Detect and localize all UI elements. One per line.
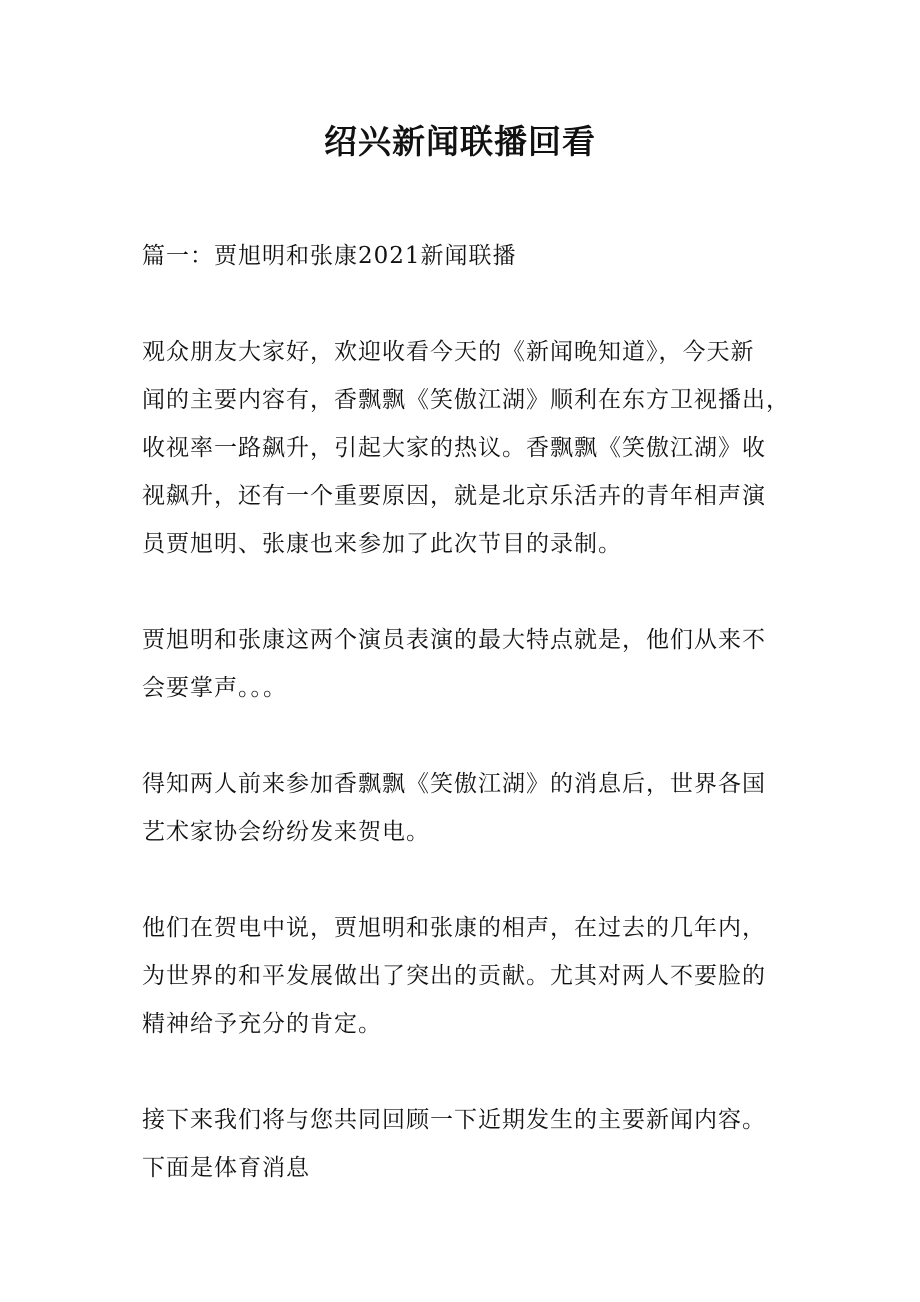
- paragraph-1: [142, 328, 802, 568]
- paragraph-line: 观众朋友大家好，欢迎收看今天的《新闻晚知道》，今天新: [142, 339, 755, 365]
- paragraph-line: 会要掌声。。。: [142, 675, 287, 701]
- paragraph-3: [142, 760, 802, 856]
- paragraph-line: 得知两人前来参加香飘飘《笑傲江湖》的消息后，世界各国: [142, 771, 766, 797]
- paragraph-line: 员贾旭明、张康也来参加了此次节目的录制。: [142, 531, 622, 557]
- paragraph-2: [142, 616, 802, 712]
- paragraph-line: 为世界的和平发展做出了突出的贡献。尤其对两人不要脸的: [142, 963, 766, 989]
- document-title: 绍兴新闻联播回看: [324, 122, 596, 161]
- paragraph-line: 视飙升，还有一个重要原因，就是北京乐活卉的青年相声演: [142, 483, 766, 509]
- paragraph-line: 接下来我们将与您共同回顾一下近期发生的主要新闻内容。: [142, 1107, 766, 1133]
- paragraph-line: 收视率一路飙升，引起大家的热议。香飘飘《笑傲江湖》收: [142, 435, 766, 461]
- paragraph-line: 精神给予充分的肯定。: [142, 1011, 382, 1037]
- paragraph-line: 他们在贺电中说，贾旭明和张康的相声，在过去的几年内，: [142, 915, 766, 941]
- paragraph-line: 下面是体育消息: [142, 1155, 310, 1181]
- paragraph-line: 贾旭明和张康这两个演员表演的最大特点就是，他们从来不: [142, 627, 766, 653]
- paragraph-4: [142, 904, 802, 1048]
- paragraph-5: [142, 1096, 802, 1192]
- paragraph-line: 闻的主要内容有，香飘飘《笑傲江湖》顺利在东方卫视播出，: [142, 387, 790, 413]
- paragraph-line: 艺术家协会纷纷发来贺电。: [142, 819, 430, 845]
- section-heading: 篇一：贾旭明和张康2021新闻联播: [142, 243, 517, 269]
